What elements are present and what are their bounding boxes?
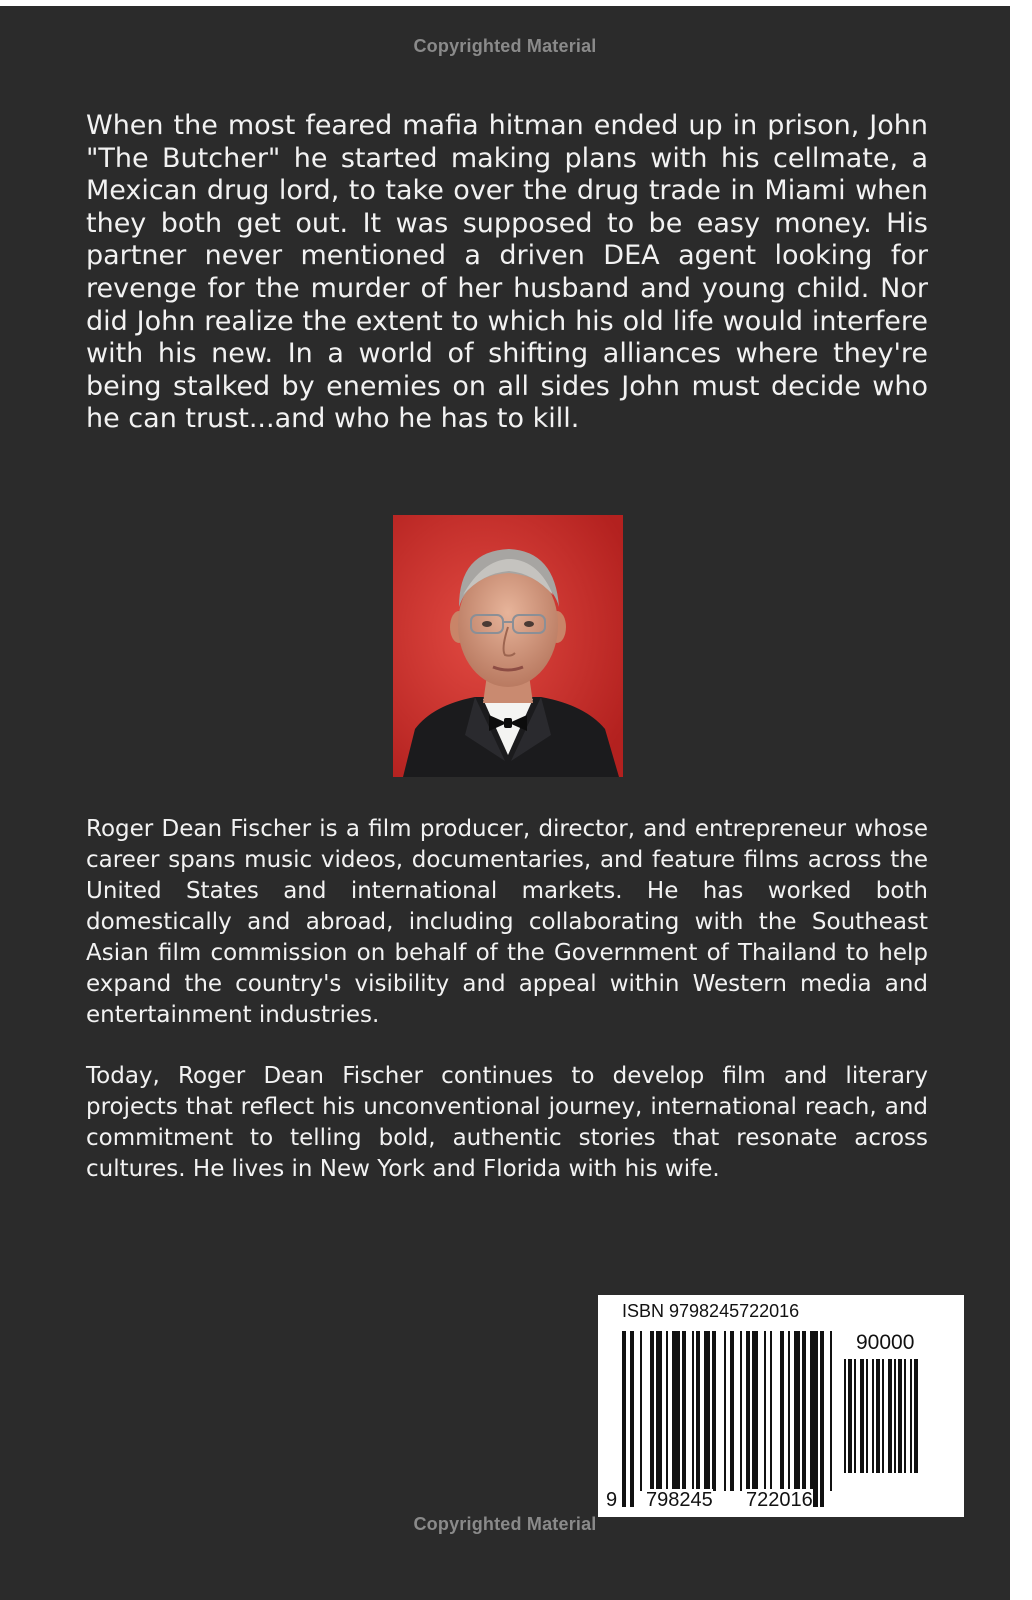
barcode-digits-left: 798245 [646, 1489, 713, 1511]
author-bio-paragraph: Roger Dean Fischer is a film producer, director, and entrepreneur whose career spans music videos, documentaries, and feature films across the United States and international markets. He has worked both domestically and abroad, including collaborating with the Southeast Asian film commission on behalf of the Government of Thailand to help expand the country's visibility and appeal within Western media and entertainment industries. [86, 816, 928, 1028]
barcode-digits-right: 722016 [746, 1489, 813, 1511]
isbn-barcode [598, 1295, 964, 1517]
addon-barcode-bars [844, 1359, 944, 1489]
copyright-watermark-bottom: Copyrighted Material [413, 1514, 597, 1534]
price-code: 90000 [856, 1331, 915, 1354]
author-photo [393, 515, 623, 777]
copyright-watermark-top: Copyrighted Material [413, 36, 597, 56]
synopsis-text: When the most feared mafia hitman ended up in prison, John "The Butcher" he started making plans with his cellmate, a Mexican drug lord, to take over the drug trade in Miami when they both get out. It was supposed to be easy money. His partner never mentioned a driven DEA agent looking for revenge for the murder of her husband and young child. Nor did John realize the extent to which his old life would interfere with his new. In a world of shifting alliances where they're being stalked by enemies on all sides John must decide who he can trust...and who he has to kill. [86, 110, 928, 435]
author-bio-paragraph: Today, Roger Dean Fischer continues to develop film and literary projects that reflect his unconventional journey, international reach, and commitment to telling bold, authentic stories that resonate across cultures. He lives in New York and Florida with his wife. [86, 1063, 928, 1182]
isbn-label: ISBN 9798245722016 [622, 1301, 800, 1321]
barcode-digit-first: 9 [606, 1489, 618, 1511]
author-portrait-icon [393, 515, 623, 777]
ean-barcode-bars [622, 1331, 832, 1507]
